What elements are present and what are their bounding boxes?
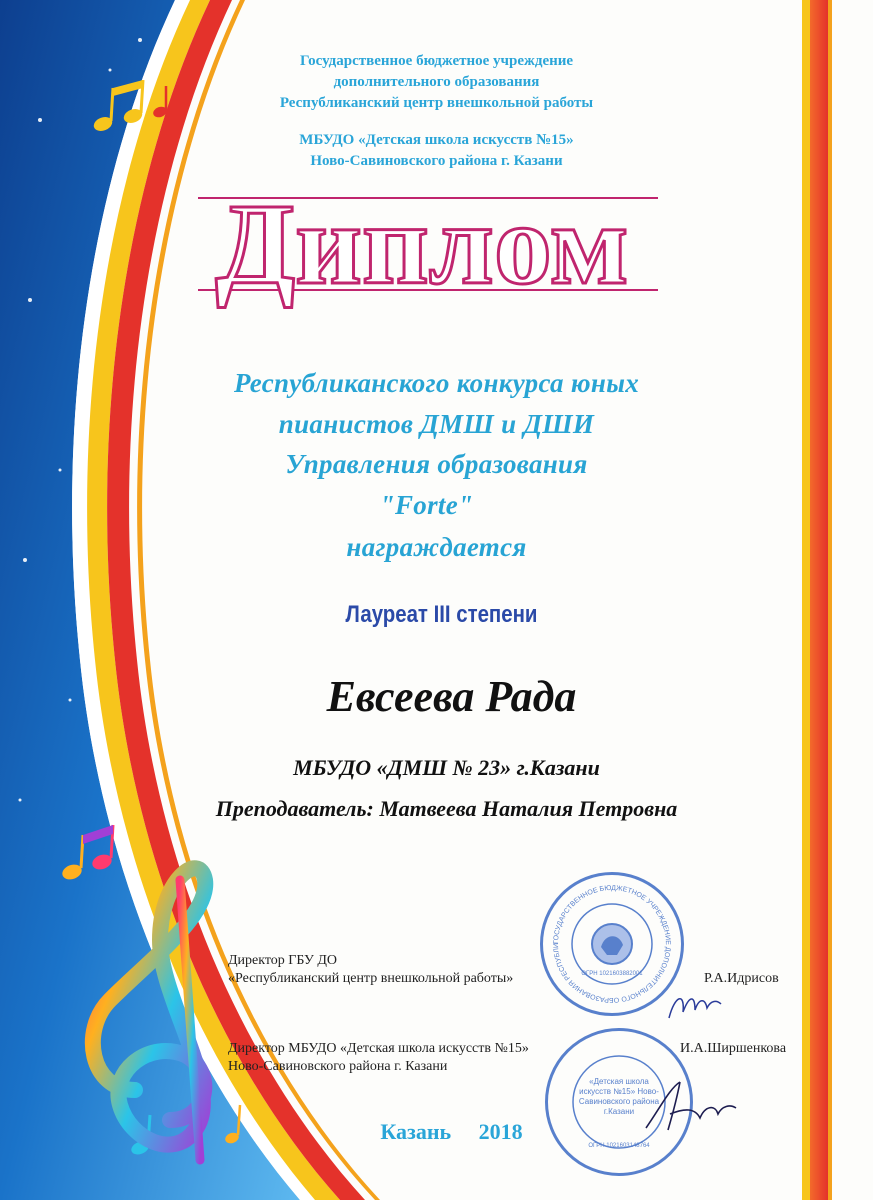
director1-title: Директор ГБУ ДО [228, 953, 338, 968]
right-stripe-red [810, 0, 828, 1200]
stamp1-ogrn: ОГРН 1021603882001 [581, 971, 643, 977]
teacher-name: Преподаватель: Матвеева Наталия Петровна [215, 796, 678, 821]
director2-org: Ново-Савиновского района г. Казани [228, 1059, 448, 1074]
stamp2-ogrn: ОГРН 1021603148764 [588, 1143, 650, 1149]
right-stripe-orange [828, 0, 832, 1200]
footer-year: 2018 [478, 1119, 523, 1144]
director1-signature [665, 990, 725, 1024]
award-degree: Лауреат III степени [345, 601, 538, 628]
director2-name: И.А.Ширшенкова [680, 1041, 787, 1056]
director1-org: «Республиканский центр внешкольной работы» [228, 971, 514, 986]
org-line-3: Республиканский центр внешкольной работы [279, 95, 594, 111]
diploma-title [170, 178, 675, 318]
title-text: Диплом [215, 181, 629, 309]
org-line-1: Государственное бюджетное учреждение [299, 53, 574, 69]
competition-line-4: "Forte" [379, 490, 474, 520]
school-name: МБУДО «ДМШ № 23» г.Казани [293, 755, 600, 780]
competition-line-3: Управления образования [285, 449, 588, 479]
director1-name: Р.А.Идрисов [704, 971, 779, 986]
org-line-4: МБУДО «Детская школа искусств №15» [299, 132, 574, 148]
director2-title: Директор МБУДО «Детская школа искусств №15» [228, 1041, 529, 1056]
competition-line-1: Республиканского конкурса юных [233, 368, 640, 398]
stamp2-text: «Детская школа искусств №15» Ново-Савиновского района г.Казани [578, 1077, 660, 1116]
competition-line-5: награждается [346, 532, 527, 562]
org-line-5: Ново-Савиновского района г. Казани [310, 153, 563, 169]
footer-city-year [15, 1118, 873, 1146]
recipient-name: Евсеева Рада [326, 672, 577, 721]
footer-city: Казань [380, 1119, 452, 1144]
competition-line-2: пианистов ДМШ и ДШИ [278, 409, 595, 439]
stamp-rcvr-graphic [543, 875, 681, 1013]
org-line-2: дополнительного образования [333, 74, 540, 90]
stamp-rcvr [540, 872, 684, 1016]
svg-text:ГОСУДАРСТВЕННОЕ БЮДЖЕТНОЕ УЧРЕ: ГОСУДАРСТВЕННОЕ БЮДЖЕТНОЕ УЧРЕЖДЕНИЕ ДОПОЛНИТЕЛЬНОГО ОБРАЗОВАНИЯ РЕСПУБЛИ [552, 884, 672, 1004]
